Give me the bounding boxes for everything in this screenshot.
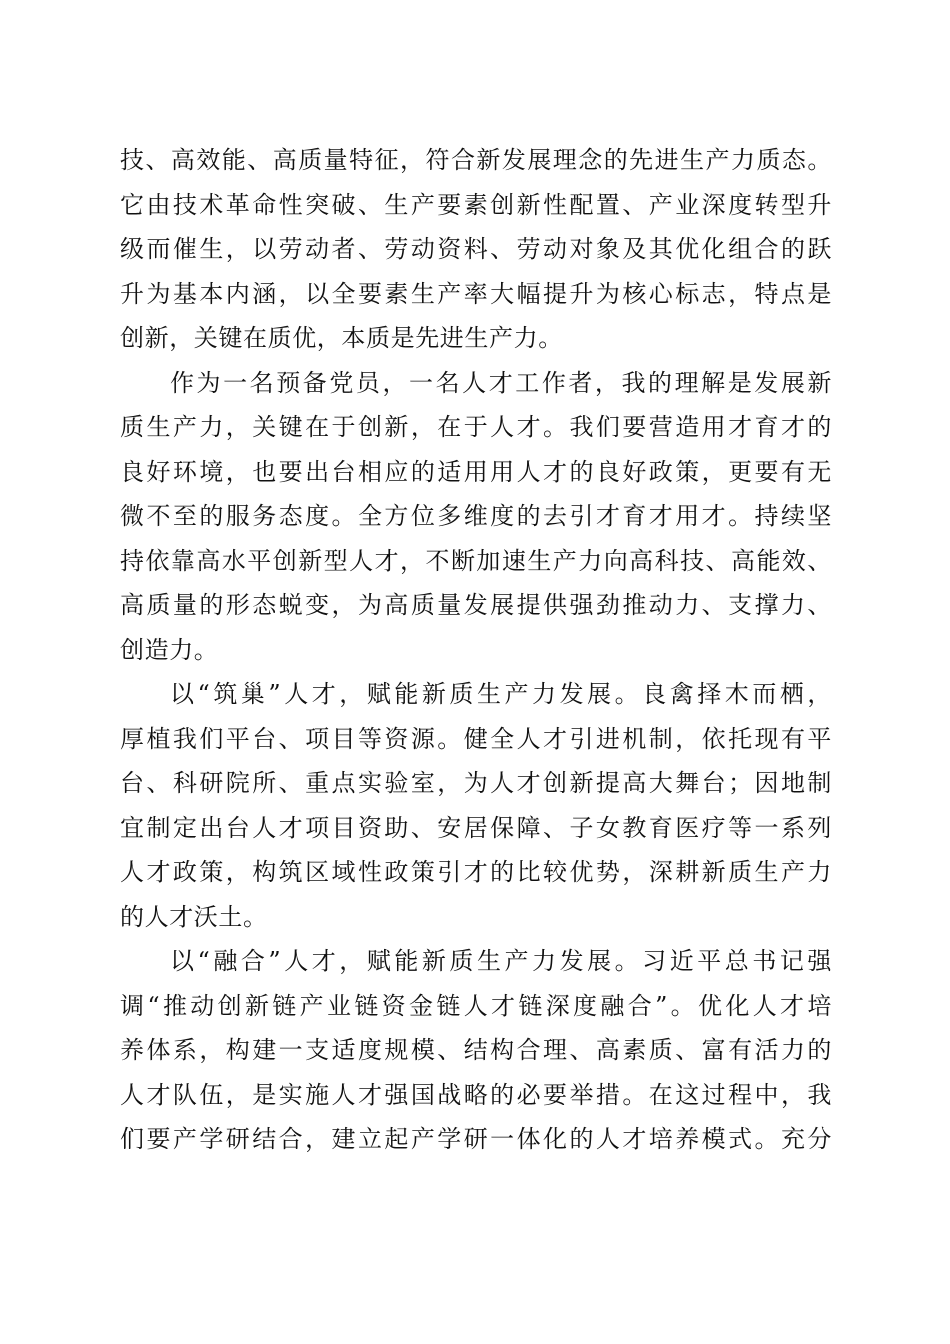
- text-line: 创新，关键在质优，本质是先进生产力。: [120, 324, 563, 352]
- text-line: 台、科研院所、重点实验室，为人才创新提高大舞台；因地制: [120, 769, 832, 797]
- text-line: 质生产力，关键在于创新，在于人才。我们要营造用才育才的: [120, 413, 832, 441]
- text-line: 创造力。: [120, 635, 219, 664]
- text-line: 人才政策，构筑区域性政策引才的比较优势，深耕新质生产力: [120, 858, 832, 886]
- document-body: [120, 138, 832, 1162]
- text-line: 级而催生，以劳动者、劳动资料、劳动对象及其优化组合的跃: [120, 235, 832, 263]
- text-line: 它由技术革命性突破、生产要素创新性配置、产业深度转型升: [120, 190, 832, 219]
- text-line: 们要产学研结合，建立起产学研一体化的人才培养模式。充分: [120, 1125, 832, 1153]
- text-line: 微不至的服务态度。全方位多维度的去引才育才用才。持续坚: [120, 502, 832, 530]
- text-line: 高质量的形态蜕变，为高质量发展提供强劲推动力、支撑力、: [120, 591, 832, 619]
- text-line: 人才队伍，是实施人才强国战略的必要举措。在这过程中，我: [120, 1080, 832, 1109]
- text-line: 作为一名预备党员，一名人才工作者，我的理解是发展新: [170, 368, 832, 397]
- text-line: 技、高效能、高质量特征，符合新发展理念的先进生产力质态。: [120, 146, 832, 174]
- text-line: 以“融合”人才，赋能新质生产力发展。习近平总书记强: [170, 947, 832, 975]
- text-line: 的人才沃土。: [120, 902, 268, 931]
- text-line: 良好环境，也要出台相应的适用用人才的良好政策，更要有无: [120, 457, 832, 486]
- text-line: 持依靠高水平创新型人才，不断加速生产力向高科技、高能效、: [120, 546, 832, 575]
- text-line: 调“推动创新链产业链资金链人才链深度融合”。优化人才培: [120, 991, 832, 1020]
- text-line: 养体系，构建一支适度规模、结构合理、高素质、富有活力的: [120, 1036, 832, 1064]
- text-line: 厚植我们平台、项目等资源。健全人才引进机制，依托现有平: [120, 724, 832, 753]
- text-line: 升为基本内涵，以全要素生产率大幅提升为核心标志，特点是: [120, 279, 832, 308]
- text-line: 宜制定出台人才项目资助、安居保障、子女教育医疗等一系列: [120, 813, 832, 842]
- text-line: 以“筑巢”人才，赋能新质生产力发展。良禽择木而栖，: [170, 680, 832, 708]
